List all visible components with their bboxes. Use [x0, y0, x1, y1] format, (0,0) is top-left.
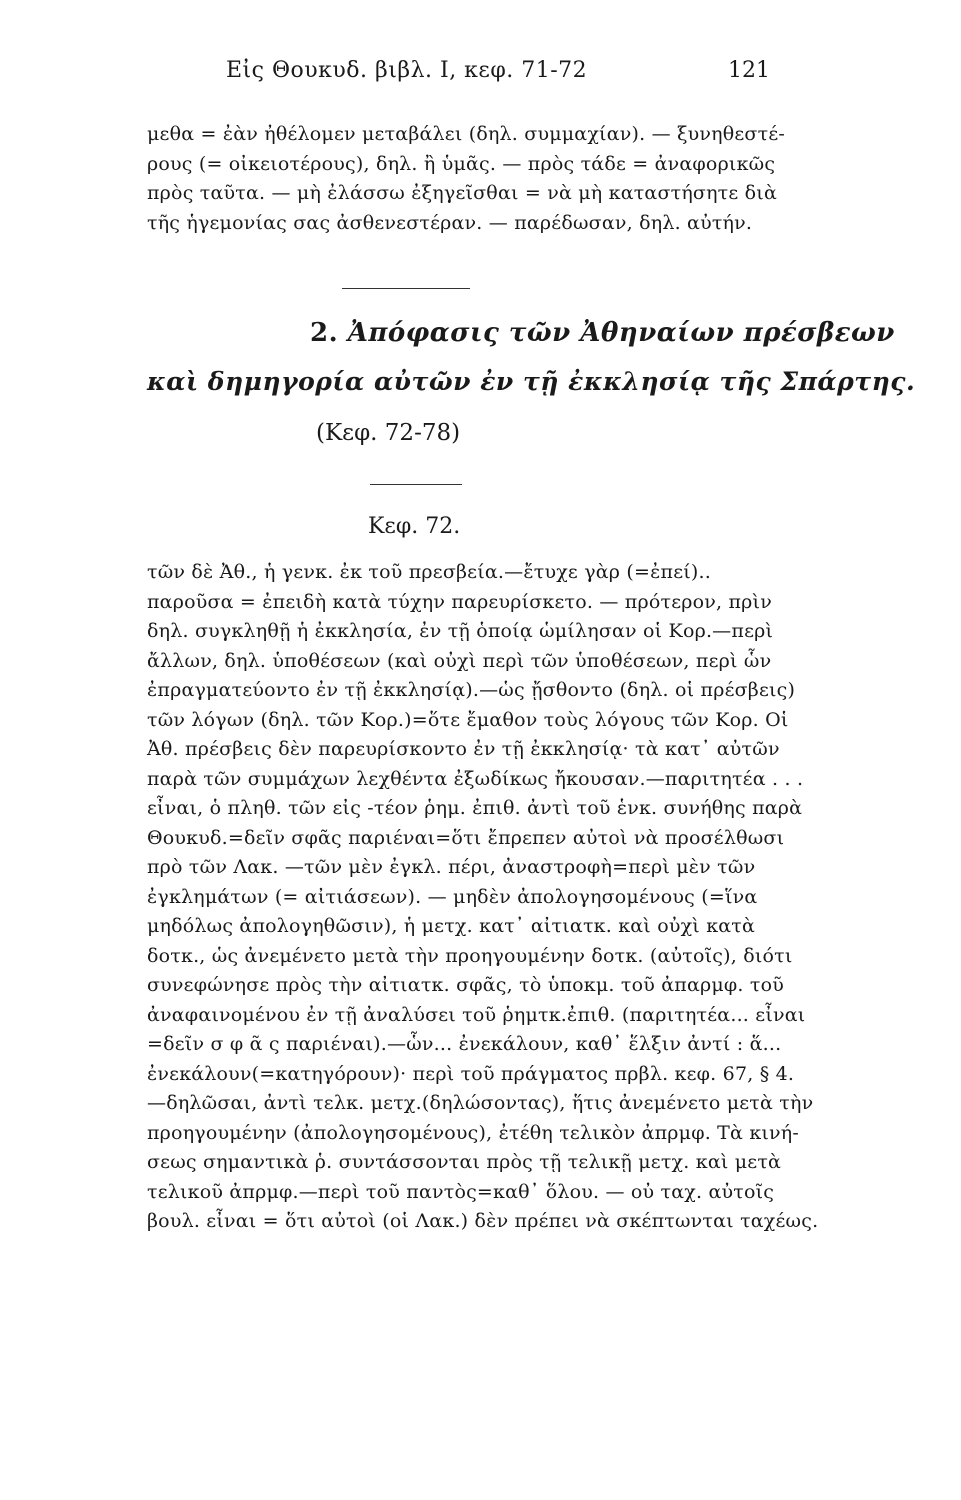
section-title-text-1: Ἀπόφασις τῶν Ἀθηναίων πρέσβεων	[347, 318, 895, 348]
body-line: βουλ. εἶναι = ὅτι αὐτοὶ (οἱ Λακ.) δὲν πρέπει νὰ σκέπτωνται ταχέως.	[147, 1210, 819, 1232]
chapter-label: Κεφ. 72.	[368, 514, 461, 539]
section-title-line1	[310, 318, 895, 348]
section-number: 2.	[310, 318, 339, 348]
chapter-range: (Κεφ. 72-78)	[316, 420, 461, 446]
body-line: σεως σημαντικὰ ῥ. συντάσσονται πρὸς τῇ τελικῇ μετχ. καὶ μετὰ	[147, 1151, 782, 1173]
page-number: 121	[728, 58, 770, 83]
body-line: Ἀθ. πρέσβεις δὲν παρευρίσκοντο ἐν τῇ ἐκκλησίᾳ· τὰ κατ᾽ αὐτῶν	[147, 738, 780, 760]
notes-line: τῆς ἡγεμονίας σας ἀσθενεστέραν. — παρέδωσαν, δηλ. αὐτήν.	[147, 211, 753, 234]
body-line: ἐνεκάλουν(=κατηγόρουν)· περὶ τοῦ πράγματος πρβλ. κεφ. 67, § 4.	[147, 1062, 795, 1085]
commentary-body	[147, 558, 819, 1237]
body-line: προηγουμένην (ἀπολογησομένους), ἐτέθη τελικὸν ἀπρμφ. Τὰ κινή-	[147, 1121, 800, 1144]
body-line: παρὰ τῶν συμμάχων λεχθέντα ἐξωδίκως ἤκουσαν.—παριτητέα . . .	[147, 767, 804, 790]
notes-line: μεθα = ἐὰν ἠθέλομεν μεταβάλει (δηλ. συμμαχίαν). — ξυνηθεστέ-	[147, 123, 785, 145]
running-head: Εἰς Θουκυδ. βιβλ. I, κεφ. 71-72	[226, 58, 588, 83]
body-line: —δηλῶσαι, ἀντὶ τελκ. μετχ.(δηλώσοντας), ἥτις ἀνεμένετο μετὰ τὴν	[147, 1092, 814, 1114]
body-line: εἶναι, ὁ πληθ. τῶν εἰς -τέον ῥημ. ἐπιθ. ἀντὶ τοῦ ἑνκ. συνήθης παρὰ	[147, 797, 803, 819]
body-line: δηλ. συγκληθῇ ἡ ἐκκλησία, ἐν τῇ ὁποίᾳ ὡμίλησαν οἱ Κορ.—περὶ	[147, 620, 774, 642]
body-line: παροῦσα = ἐπειδὴ κατὰ τύχην παρευρίσκετο. — πρότερον, πρὶν	[147, 590, 772, 613]
notes-continuation	[147, 120, 787, 238]
body-line: μηδόλως ἀπολογηθῶσιν), ἡ μετχ. κατ᾽ αἰτιατκ. καὶ οὐχὶ κατὰ	[147, 915, 756, 937]
notes-line: ρους (= οἰκειοτέρους), δηλ. ἢ ὑμᾶς. — πρὸς τάδε = ἀναφορικῶς	[147, 152, 776, 175]
body-line: ἀναφαινομένου ἐν τῇ ἀναλύσει τοῦ ῥημτκ.ἐπιθ. (παριτητέα... εἶναι	[147, 1003, 806, 1026]
body-line: ἄλλων, δηλ. ὑποθέσεων (καὶ οὐχὶ περὶ τῶν ὑποθέσεων, περὶ ὧν	[147, 649, 772, 672]
body-line: πρὸ τῶν Λακ. —τῶν μὲν ἐγκλ. πέρι, ἀναστροφὴ=περὶ μὲν τῶν	[147, 856, 756, 878]
separator-rule-bottom	[370, 484, 462, 485]
body-line: δοτκ., ὡς ἀνεμένετο μετὰ τὴν προηγουμένην δοτκ. (αὐτοῖς), διότι	[147, 944, 793, 967]
body-line: τῶν λόγων (δηλ. τῶν Κορ.)=ὅτε ἔμαθον τοὺς λόγους τῶν Κορ. Οἱ	[147, 708, 789, 731]
section-title-line2: καὶ δημηγορία αὐτῶν ἐν τῇ ἐκκλησίᾳ τῆς Σπάρτης.	[147, 367, 916, 396]
body-line: ἐγκλημάτων (= αἰτιάσεων). — μηδὲν ἀπολογησομένους (=ἵνα	[147, 885, 758, 908]
separator-rule-top	[342, 288, 470, 289]
body-line: τῶν δὲ Ἀθ., ἡ γενκ. ἐκ τοῦ πρεσβεία.—ἔτυχε γὰρ (=ἐπεί)..	[147, 561, 711, 583]
body-line: Θουκυδ.=δεῖν σφᾶς παριέναι=ὅτι ἔπρεπεν αὐτοὶ νὰ προσέλθωσι	[147, 826, 785, 849]
notes-line: πρὸς ταῦτα. — μὴ ἐλάσσω ἐξηγεῖσθαι = νὰ μὴ καταστήσητε διὰ	[147, 182, 777, 204]
body-line: τελικοῦ ἀπρμφ.—περὶ τοῦ παντὸς=καθ᾽ ὅλου. — οὐ ταχ. αὐτοῖς	[147, 1180, 775, 1203]
body-line: συνεφώνησε πρὸς τὴν αἰτιατκ. σφᾶς, τὸ ὑποκμ. τοῦ ἀπαρμφ. τοῦ	[147, 974, 784, 996]
body-line: =δεῖν σ φ ᾶ ς παριέναι).—ὧν... ἐνεκάλουν, καθ᾽ ἕλξιν ἀντί : ἅ...	[147, 1033, 782, 1055]
body-line: ἐπραγματεύοντο ἐν τῇ ἐκκλησίᾳ).—ὡς ᾔσθοντο (δηλ. οἱ πρέσβεις)	[147, 679, 796, 701]
